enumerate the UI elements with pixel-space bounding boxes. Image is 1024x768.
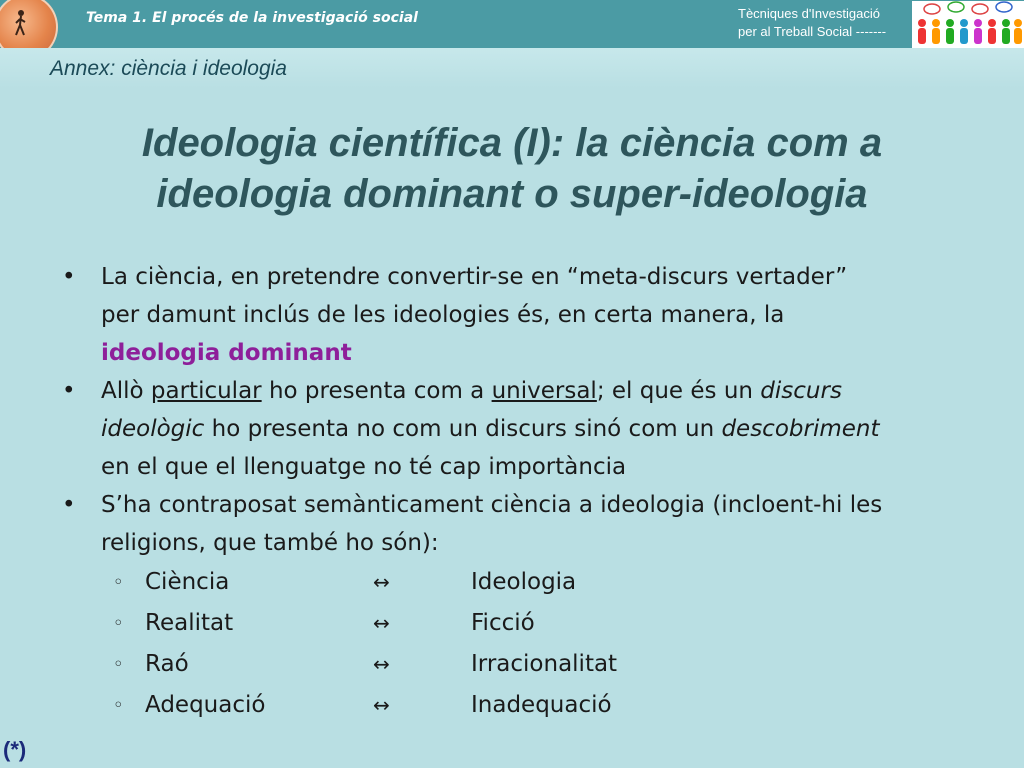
bullet-line: La ciència, en pretendre convertir-se en “meta-discurs vertader” <box>101 264 848 290</box>
bullet-marker: • <box>62 264 76 290</box>
chapter-title: Tema 1. El procés de la investigació social <box>86 10 418 26</box>
people-speech-bubbles-icon <box>912 1 1024 48</box>
bullet-item <box>60 486 990 562</box>
slide-title-line2: ideologia dominant o super-ideologia <box>156 172 868 216</box>
text-run: ho presenta com a <box>261 378 492 404</box>
slide-title <box>40 118 984 220</box>
text-run: ho presenta no com un discurs sinó com un <box>204 416 722 442</box>
sub-bullet-marker: ◦ <box>113 695 124 716</box>
bullet-item <box>60 372 990 486</box>
left-right-arrow-icon: ↔ <box>373 611 390 635</box>
bullet-line: religions, que també ho són): <box>101 530 439 556</box>
bullet-line <box>101 372 990 410</box>
course-name-line1: Tècniques d'Investigació <box>738 6 880 21</box>
italic-text: ideològic <box>101 416 205 442</box>
left-right-arrow-icon: ↔ <box>373 652 390 676</box>
contrast-pair <box>60 685 990 726</box>
bullet-marker: • <box>62 492 76 518</box>
text-run: ; el que és un <box>596 378 761 404</box>
slide-body <box>60 258 990 726</box>
italic-text: descobriment <box>721 416 880 442</box>
pair-left: Ciència <box>145 569 230 595</box>
italic-text: discurs <box>760 378 842 404</box>
course-name <box>738 5 886 41</box>
people-illustration <box>912 1 1024 48</box>
sub-bullet-marker: ◦ <box>113 613 124 634</box>
pair-right: Inadequació <box>471 692 612 718</box>
sub-bullet-marker: ◦ <box>113 572 124 593</box>
text-run: Allò <box>101 378 151 404</box>
bullet-marker: • <box>62 378 76 404</box>
pair-left: Realitat <box>145 610 234 636</box>
slide-title-line1: Ideologia científica (I): la ciència com a <box>141 121 883 165</box>
emphasis-text: ideologia dominant <box>101 340 352 366</box>
pair-right: Irracionalitat <box>471 651 618 677</box>
bullet-item <box>60 258 990 372</box>
underlined-text: particular <box>150 378 262 404</box>
bullet-line: per damunt inclús de les ideologies és, en certa manera, la <box>101 302 785 328</box>
bullet-line <box>101 410 990 448</box>
pair-right: Ideologia <box>471 569 577 595</box>
contrast-pair <box>60 603 990 644</box>
pair-left: Adequació <box>145 692 266 718</box>
walking-figure-icon <box>14 10 28 36</box>
contrast-pair <box>60 562 990 603</box>
contrast-pair <box>60 644 990 685</box>
bullet-line: en el que el llenguatge no té cap importància <box>101 454 627 480</box>
left-right-arrow-icon: ↔ <box>373 693 390 717</box>
pair-left: Raó <box>145 651 189 677</box>
sub-bullet-marker: ◦ <box>113 654 124 675</box>
footnote-link[interactable]: (*) <box>3 737 27 762</box>
underlined-text: universal <box>491 378 597 404</box>
bullet-line: S’ha contraposat semànticament ciència a ideologia (incloent-hi les <box>101 492 883 518</box>
course-name-line2: per al Treball Social ------- <box>738 24 887 39</box>
left-right-arrow-icon: ↔ <box>373 570 390 594</box>
pair-right: Ficció <box>471 610 535 636</box>
section-title: Annex: ciència i ideologia <box>50 57 287 80</box>
